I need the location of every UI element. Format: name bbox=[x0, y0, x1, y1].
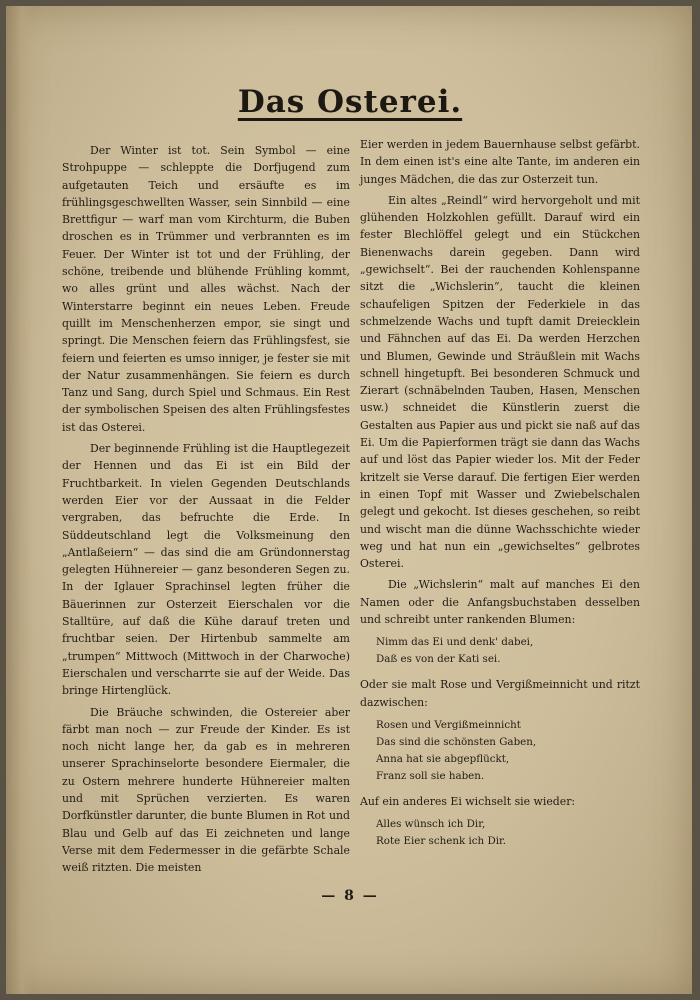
verse-rosen bbox=[376, 717, 640, 785]
right-column bbox=[360, 136, 640, 858]
verse-line: Daß es von der Kati sei. bbox=[376, 653, 501, 666]
verse-line: Franz soll sie haben. bbox=[376, 769, 485, 782]
paragraph-winter: Der Winter ist tot. Sein Symbol — eine Strohpuppe — schleppte die Dorfjugend zum aufgetauten Teich und ersäufte es im frühlingsgeschwellten Wasser, sein Sinnbild — eine Brettfigur — warf man vom Kirchturm, die Buben droschen es in Trümmer und verbrannten es im Feuer. Der Winter ist tot und der Frühling, der schöne, treibende und blühende Frühling kommt, wo alles grünt und alles wächst. Nach der Winterstarre beginnt ein neues Leben. Freude quillt im Menschenherzen empor, sie singt und springt. Die Menschen feiern das Frühlingsfest, sie feiern und feierten es umso inniger, je fester sie mit der Natur zusammenhängen. Sie feiern es durch Tanz und Sang, durch Spiel und Schmaus. Ein Rest der symbolischen Speisen des alten Frühlingsfestes ist das Osterei. bbox=[62, 144, 350, 434]
paragraph-braeuche: Die Bräuche schwinden, die Ostereier aber färbt man noch — zur Freude der Kinder. Es ist noch nicht lange her, da gab es in mehreren unserer Sprachinselorte besondere Eiermaler, die zu Ostern mehrere hunderte Hühnereier malten und mit Sprüchen verzierten. Es waren Dorfkünstler darunter, die bunte Blumen in Rot und Blau und Gelb auf das Ei zeichneten und lange Verse mit dem Federmesser in die gefärbte Schale weiß ritzten. Die meisten bbox=[62, 705, 350, 875]
page-number: — 8 — bbox=[321, 888, 379, 904]
article-title: Das Osterei. bbox=[237, 84, 463, 120]
verse-kati bbox=[376, 634, 640, 668]
page-edge-shadow bbox=[6, 6, 32, 994]
verse-line: Nimm das Ei und denk' dabei, bbox=[376, 636, 534, 649]
left-column bbox=[62, 142, 350, 880]
paragraph-anderes-ei: Auf ein anderes Ei wichselt sie wieder: bbox=[360, 794, 576, 808]
paragraph-reindl: Ein altes „Reindl“ wird hervorgeholt und mit glühenden Holzkohlen gefüllt. Darauf wird ein fester Blechlöffel gelegt und ein Stückchen Bienenwachs darein gegeben. Dann wird „gewichselt“. Bei der rauchenden Kohlenspanne sitzt die „Wichslerin“, taucht die kleinen schaufeligen Spitzen der Federkiele in das schmelzende Wachs und tupft damit Dreiecklein und Fähnchen auf das Ei. Da werden Herzchen und Blumen, Gewinde und Sträußlein mit Wachs schnell hingetupft. Bei besonderen Schmuck und Zierart (schnäbelnden Tauben, Hasen, Menschen usw.) schneidet die Künstlerin zuerst die Gestalten aus Papier aus und pickt sie naß auf das Ei. Um die Papierformen trägt sie dann das Wachs auf und löst das Papier wieder los. Mit der Feder kritzelt sie Verse darauf. Die fertigen Eier werden in einen Topf mit Wasser und Zwiebelschalen gelegt und gekocht. Ist dieses geschehen, so reibt und wischt man die dünne Wachsschichte wieder weg und hat nun ein „gewichseltes“ gelbrotes Osterei. bbox=[360, 193, 640, 571]
verse-line: Anna hat sie abgepflückt, bbox=[376, 752, 510, 765]
verse-line: Rote Eier schenk ich Dir. bbox=[376, 835, 507, 848]
paragraph-eier-gefaerbt: Eier werden in jedem Bauernhause selbst gefärbt. In dem einen ist's eine alte Tante, im anderen ein junges Mädchen, die das zur Osterzeit tun. bbox=[360, 138, 640, 186]
verse-alles bbox=[376, 816, 640, 850]
verse-line: Alles wünsch ich Dir, bbox=[376, 818, 486, 831]
paragraph-wichslerin: Die „Wichslerin“ malt auf manches Ei den Namen oder die Anfangsbuchstaben desselben und schreibt unter rankenden Blumen: bbox=[360, 578, 640, 627]
paragraph-rose: Oder sie malt Rose und Vergißmeinnicht und ritzt dazwischen: bbox=[360, 678, 640, 709]
verse-line: Das sind die schönsten Gaben, bbox=[376, 735, 537, 748]
verse-line: Rosen und Vergißmeinnicht bbox=[376, 718, 521, 731]
paragraph-fruehling: Der beginnende Frühling ist die Hauptlegezeit der Hennen und das Ei ist ein Bild der Fruchtbarkeit. In vielen Gegenden Deutschlands werden Eier vor der Aussaat in die Felder vergraben, das befruchte die Erde. In Süddeutschland legt die Volksmeinung den „Antlaßeiern“ — das sind die am Gründonnerstag gelegten Hühnereier — ganz besonderen Segen zu. In der Iglauer Sprachinsel legten früher die Bäuerinnen zur Osterzeit Eierschalen vor die Stalltüre, auf daß die Kühe darauf treten und fruchtbar seien. Der Hirtenbub sammelte am „trumpen“ Mittwoch (Mittwoch in der Charwoche) Eierschalen und verscharrte sie auf der Weide. Das bringe Hirtenglück. bbox=[62, 442, 350, 698]
